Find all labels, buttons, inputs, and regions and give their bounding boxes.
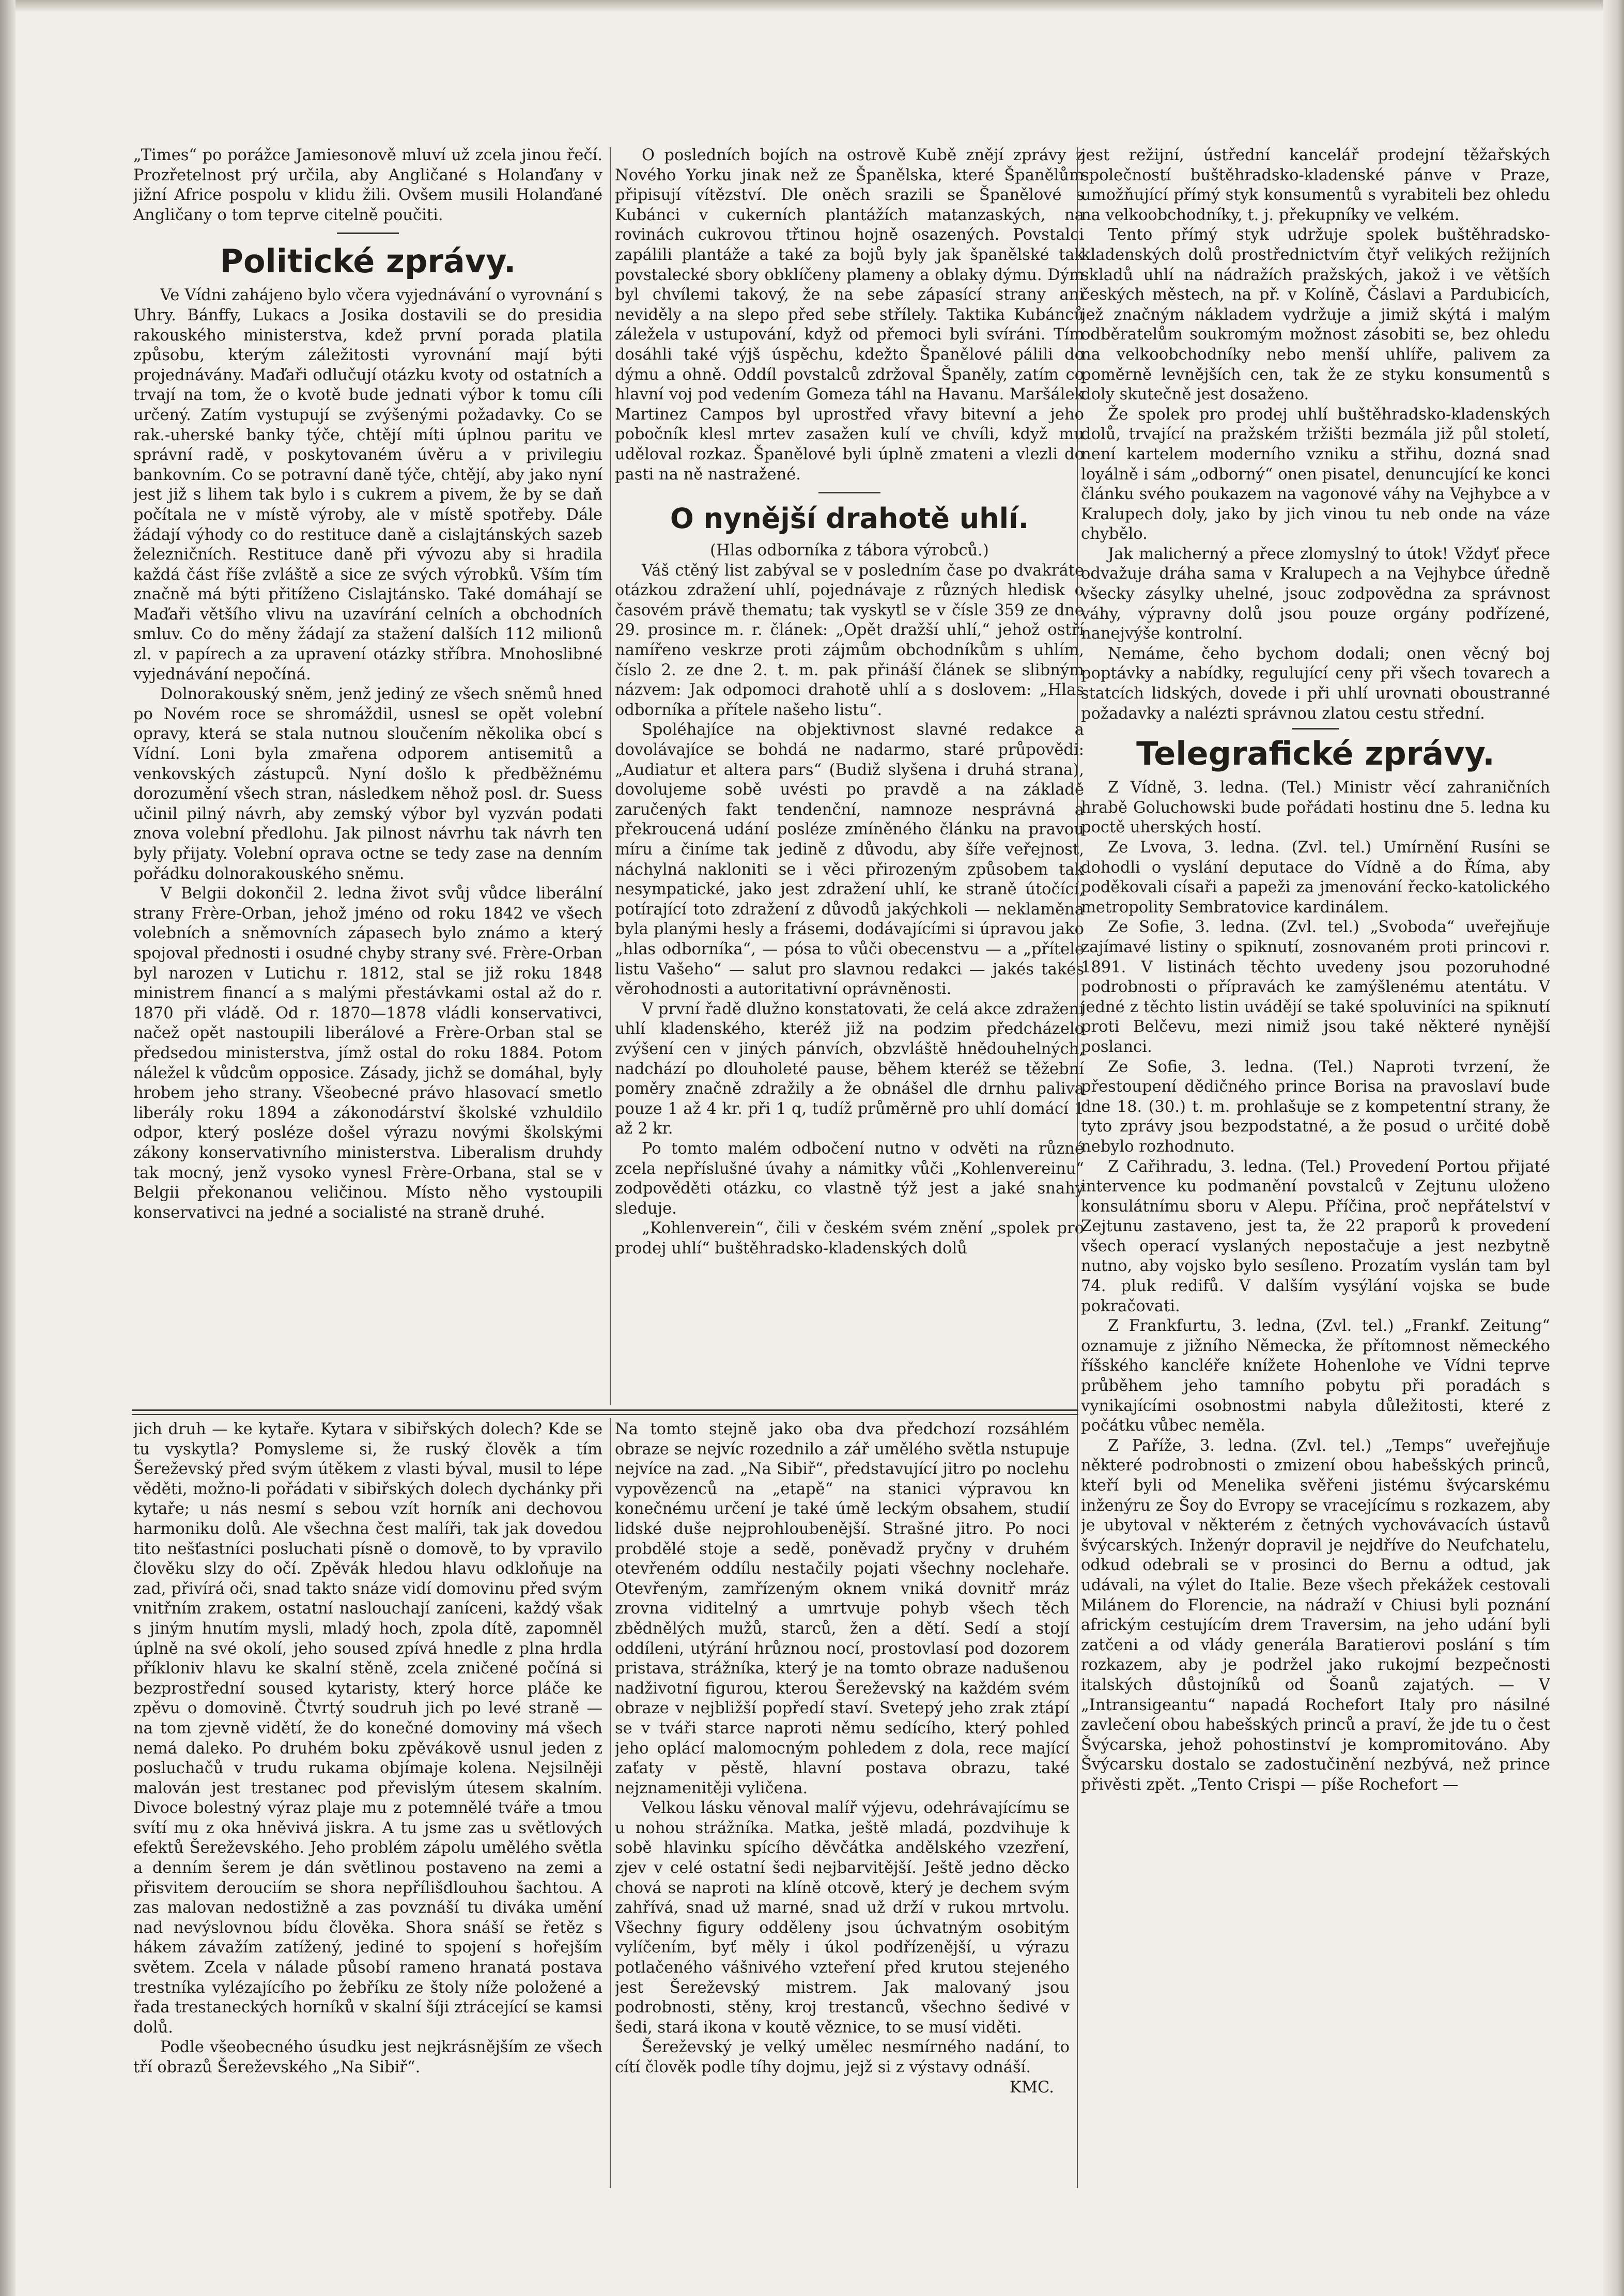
drahota-p3: V první řadě dlužno konstatovati, že celá akce zdražení uhlí kladenského, kteréž již na podzim předcházelo zvýšení cen v jiných pánvích, obzvláště hnědouhelných, nadchází po dlouholeté pause, během kteréž se těžební poměry značně zdražily a že obnášel dle drnhu paliva pouze 1 až 4 kr. při 1 q, tudíž průměrně pro uhlí domácí 1 až 2 kr. (615, 1000, 1084, 1138)
section-heading-politicke: Politické zprávy. (220, 242, 516, 281)
article-heading-drahota: O nynější drahotě uhlí. (670, 502, 1029, 535)
column-rule-2 (1077, 147, 1078, 2188)
column-right (1081, 146, 1550, 2192)
column-middle (615, 146, 1084, 1406)
author-signature: KMC. (1010, 2078, 1054, 2097)
feuilleton-rule (610, 1418, 611, 2188)
feuilleton-left-p1: jich druh — ke kytaře. Kytara v sibiřských dolech? Kde se tu vyskytla? Pomysleme si, že ruský člověk a tím Šereževský před svým útěkem z vlasti býval, musil to lépe věděti, možno-li pořádati v sibiřských dolech dychánky při kytaře; u nás nesmí s sebou vzít horník ani dechovou harmoniku dolů. Ale všechna čest malíři, tak jak dovedou tito nešťastníci posluchati písně o domově, to by vpravilo člověku slzy do očí. Zpěvák hledou hlavu odkloňuje na zad, přivírá oči, snad takto snáze vidí domovinu před svým vnitřním zrakem, ostatní naslouchají zaníceni, každý však s jiným hnutím mysli, mladý hoch, zpola dítě, zapomněl úplně na své okolí, jeho soused zpívá hnedle z plna hrdla příkloniv hlavu ke skalní stěně, zcela zničené počíná si bezprostřední soused kytaristy, který horce pláče ke zpěvu o domovině. Čtvrtý soudruh jich po levé straně — na tom zjevně vidětí, že do konečné domoviny má všech nemá daleko. Po druhém boku zpěvákově usnul jeden z posluchačů v trudu rukama objímaje kolena. Nejsilněji malován jest trestanec pod převislým útesem skalním. Divoce bolestný výraz plaje mu z potemnělé tváře a tmou svítí mu z oka hněvivá jiskra. A tu jsme zas u světlových efektů Šereževského. Jeho problém zápolu umělého světla a denním šerem je dán světlinou postaveno na zemi a přisvitem derouciím se shora nepřílišdlouhou šachtou. A zas malovan nedostižně a zas povznáší tu diváka umění nad nevýslovnou bídu člověka. Shora snáší se řetěz s hákem závažím zatížený, jediné to spojení s hořejším světem. Zcela v nálade působí rameno hranatá postava trestníka vylézajícího po žebříku ze štoly níže položené a řada trestaneckých horníků v skalní šíji ztrácející se kamsi dolů. (133, 1420, 602, 2037)
times-paragraph: „Times“ po porážce Jamiesonově mluví už zcela jinou řečí. Prozřetelnost prý určila, aby Angličané s Holanďany v jižní Africe pospolu v klidu žili. Ovšem musili Holanďané Angličany o tom teprve citelně poučiti. (133, 146, 602, 224)
column-rule-1 (610, 147, 611, 1405)
drahota-continued-1: jest režijní, ústřední kancelář prodejní těžařských společností buštěhradsko-kladenské pánve v Praze, umožňující přímý styk konsumentů s vyrabiteli bez ohledu na velkoobchodníky, t. j. překupníky ve velkém. (1081, 146, 1550, 224)
drahota-p5: „Kohlenverein“, čili v českém svém znění „spolek pro prodej uhlí“ buštěhradsko-kladenských dolů (615, 1219, 1084, 1258)
feuilleton-rule-bottom (132, 1414, 1078, 1415)
drahota-p1: Váš ctěný list zabýval se v posledním čase po dvakráte otázkou zdražení uhlí, pojednávaje z různých hledisk o časovém právě thematu; tak vyskytl se v čísle 359 ze dne 29. prosince m. r. článek: „Opět dražší uhlí,“ jehož ostří namířeno veskrze proti zájmům obchodníkům s uhlím, číslo 2. ze dne 2. t. m. pak přináší článek se slibným názvem: Jak odpomoci drahotě uhlí a s doslovem: „Hlas odborníka a přítele našeho listu“. (615, 561, 1084, 719)
page-edge-top (0, 0, 1624, 11)
feuilleton-left-p2: Podle všeobecného úsudku jest nejkrásnějším ze všech tří obrazů Šereževského „Na Sibiř“. (133, 2038, 602, 2076)
drahota-continued-5: Nemáme, čeho bychom dodali; onen věcný boj poptávky a nabídky, regulující ceny při všech tovarech a statcích lidských, dovede i při uhlí urovnati oboustranné požadavky a nalézti správnou zlatou cestu střední. (1081, 644, 1550, 723)
section-heading-telegraficke: Telegrafické zprávy. (1136, 735, 1495, 773)
telegram-sofia-1: Ze Sofie, 3. ledna. (Zvl. tel.) „Svoboda“ uveřejňuje zajímavé listiny o spiknutí, zosnovaném proti princovi r. 1891. V listinách těchto uvedeny jsou pozoruhodné podrobnosti o přípravách ke zamýšlenému atentátu. V jedné z těchto listin uvádějí se také spoluviníci na spiknutí proti Belčevu, mezi nimiž jsou také některé nynější poslanci. (1081, 918, 1550, 1056)
telegram-sofia-2: Ze Sofie, 3. ledna. (Tel.) Naproti tvrzení, že přestoupení dědičného prince Borisa na pravoslaví bude dne 18. (30.) t. m. prohlašuje se z kompetentní strany, že tyto zprávy jsou bezpodstatné, a že posud o určité době nebylo rozhodnuto. (1081, 1058, 1550, 1156)
feuilleton-right-p3: Šereževský je velký umělec nesmírného nadání, to cítí člověk podle tíhy dojmu, jejž si z výstavy odnáší. (615, 2038, 1070, 2076)
telegram-paris: Z Paříže, 3. ledna. (Zvl. tel.) „Temps“ uveřejňuje některé podrobnosti o zmizení obou habešských princů, kteří byli od Menelika svěřeni jistému švýcarskému inženýru ze Šoy do Evropy se vracejícímu s rozkazem, aby je ubytoval v některém z četných vychovávacích ústavů švýcarských. Inženýr dopravil je nejdříve do Neufchatelu, odkud odebrali se v prosinci do Bernu a odtud, jak udávali, na výlet do Italie. Beze všech překážek cestovali Milánem do Florencie, na nádraží v Chiusi byli poznání africkým cestujícím drem Traversim, na jeho udání byli zatčeni a od vlády generála Baratierovi poslání s tím rozkazem, aby je podržel jako rukojmí bezpečnosti italských důstojníků od Šoanů zajatých. — V „Intransigeantu“ napadá Rochefort Italy pro násilné zavlečení obou habešských princů a praví, že jde tu o čest Švýcarska, jehož pohostinství je kompromitováno. Aby Švýcarsku dostalo se zadostučinění nezbývá, než prince přivěsti zpět. „Tento Crispi — píše Rochefort — (1081, 1436, 1550, 1794)
page-edge-right (1603, 0, 1624, 2296)
article-dolnorakousky: Dolnorakouský sněm, jenž jediný ze všech sněmů hned po Novém roce se shromáždil, usnesl se opět volební opravy, která se stala nutnou sloučením několika obcí s Vídní. Loni byla zmařena odporem antisemitů a venkovských zástupců. Nyní došlo k předběžnému dorozumění všech stran, následkem něhož posl. dr. Suess učinil pilný návrh, aby zemský výbor byl vyzván podati znova volební předlohu. Jak pilnost návrhu tak návrh ten byly přijaty. Volební oprava octne se tedy zase na denním pořádku dolnorakouského sněmu. (133, 685, 602, 883)
drahota-continued-2: Tento přímý styk udržuje spolek buštěhradsko-kladenských dolů prostřednictvím čtyř velikých režijních skladů uhlí na nádražích pražských, jakož i ve větších českých městech, na př. v Kolíně, Čáslavi a Pardubicích, jež značným nákladem vydržuje a jimiž skýtá i malým odběratelům soukromým možnost zásobiti se, bez ohledu na velkoobchodníky nebo menší uhlíře, palivem za poměrně levnějších cen, tak že ze styku konsumentů s doly skutečně jest dosaženo. (1081, 226, 1550, 404)
feuilleton-rule-top (132, 1409, 1078, 1411)
drahota-continued-3: Že spolek pro prodej uhlí buštěhradsko-kladenských dolů, trvající na pražském tržišti bezmála již půl století, není kartelem moderního vzniku a střihu, dozná snad loyálně i sám „odborný“ onen pisatel, denuncující ke konci článku svého poukazem na vagonové váhy na Vejhybce a v Kralupech doly, jako by jich vinou tu neb onde na váze chybělo. (1081, 405, 1550, 544)
drahota-continued-4: Jak malicherný a přece zlomyslný to útok! Vždyť přece odvažuje dráha sama v Kralupech a na Vejhybce úředně všecky zásylky uhelné, jsouc zodpovědna za správnost váhy, výpravny dolů jsou pouze orgány podřízené, nanejvýše kontrolní. (1081, 545, 1550, 643)
feuilleton-right (615, 1420, 1070, 2195)
telegram-constantinople: Z Cařihradu, 3. ledna. (Tel.) Provedení Portou přijaté intervence ku podmanění povstalců v Zejtunu uloženo konsulátnímu sboru v Alepu. Příčina, proč nepřátelství v Zejtunu zastaveno, jest ta, že 22 praporů k provedení všech operací vyslaných nepostačuje a jest nezbytně nutno, aby vojsko bylo sesíleno. Prozatím vyslán tam byl 74. pluk redifů. V dalším vysýlání vojska se bude pokračovati. (1081, 1157, 1550, 1315)
drahota-p2: Spoléhajíce na objektivnost slavné redakce a dovolávajíce se bohdá ne nadarmo, staré průpovědi: „Audiatur et altera pars“ (Budiž slyšena i druhá strana), dovolujeme sobě uvésti po pravdě a na základě zaručených fakt tendenční, namnoze nesprávná a překroucená udání posléze zmíněného článku na pravou míru a činíme tak jedině z důvodu, aby šíře veřejnost, náchylná nakloniti se i věci přirozeným způsobem tak nesympatické, jako jest zdražení uhlí, ke straně útočící, potírající toto zdražení z důvodů jakýchkoli — neklaměna byla planými hesly a frásemi, dodávajícími si úpravou jako „hlas odborníka“, — pósa to vůči obecenstvu — a „přítele listu Vašeho“ — salut pro slavnou redakci — jakés takés věrohodnosti a autoritativní oprávněnosti. (615, 721, 1084, 999)
column-left (133, 146, 602, 1406)
separator (818, 492, 880, 493)
page-edge-left (0, 0, 16, 2296)
article-kuba: O posledních bojích na ostrově Kubě znějí zprávy z Nového Yorku jinak než ze Španělska, které Španělům připisují vítězství. Dle oněch srazili se Španělové s Kubánci v cukerních plantážích matanzaských, na rovinách cukrovou třtinou hojně osazených. Povstalci zapálili plantáže a také za bojů byly jak španělské tak povstalecké sbory obklíčeny plameny a oblaky dýmu. Dým byl chvílemi takový, že na sebe zápasící strany ani neviděly a na slepo před sebe střílely. Taktika Kubánců záležela v ustupování, když od přemoci byli svíráni. Tím dosáhli také výjš úspěchu, kdežto Španělové pálili do dýmu a ohně. Oddíl povstalců zdržoval Španěly, zatím co hlavní voj pod vedením Gomeza táhl na Havanu. Maršálek Martinez Campos byl uprostřed vřavy bitevní a jeho pobočník klesl mrtev zasažen kulí ve chvíli, když mu uděloval rozkaz. Španělové byli úplně zmateni a vlezli do pasti na ně nastražené. (615, 146, 1084, 484)
feuilleton-right-p2: Velkou lásku věnoval malíř výjevu, odehrávajícímu se u nohou strážníka. Matka, ještě mladá, pozdvihuje k sobě hlavinku spícího děvčátka andělského vzezření, zjev v celé ostatní šedi nejbarvitější. Ještě jedno děcko chová se naproti na klíně otcově, který je dechem svým zahřívá, snad už marné, snad už drží v rukou mrtvolu. Všechny figury odděleny jsou úchvatným osobitým vylíčením, byť měly i úkol podřízenější, u výrazu potlačeného vášnivého vzteření před krutou stejeného jest Šereževský mistrem. Jak malovaný jsou podrobnosti, stěny, kroj trestanců, všechno šedivé v šedi, stará ikona v koutě věznice, to se musí viděti. (615, 1799, 1070, 2037)
telegram-vienna: Z Vídně, 3. ledna. (Tel.) Ministr věcí zahraničních hrabě Goluchowski bude pořádati hostinu dne 5. ledna ku poctě uherských hostí. (1081, 779, 1550, 837)
article-subheading: (Hlas odborníka z tábora výrobců.) (710, 541, 989, 560)
feuilleton-left (133, 1420, 602, 2195)
drahota-p4: Po tomto malém odbočení nutno v odvěti na různé zcela nepříslušné úvahy a námitky vůči „Kohlenvereinu“ zodpověděti otázku, co vlastně týž jest a jaké snahy sleduje. (615, 1139, 1084, 1218)
article-vyrovnani: Ve Vídni zahájeno bylo včera vyjednávání o vyrovnání s Uhry. Bánffy, Lukacs a Josika dostavili se do presidia rakouského ministerstva, kdež první porada platila způsobu, kterým záležitosti vyrovnání mají býti projednávány. Maďaři odlučují otázku kvoty od ostatních a trvají na tom, že o kvotě bude jednati výbor k tomu cíli určený. Zatím vystupují se zvýšenými požadavky. Co se rak.-uherské banky týče, chtějí míti úplnou paritu ve správní radě, v poskytovaném úvěru a v privilegiu bankovním. Co se potravní daně týče, chtějí, aby jako nyní jest již s lihem tak bylo i s cukrem a pivem, že by se daň počítala ne v místě výroby, ale v místě spotřeby. Dále žádají výhody co do restituce daně a cislajtánských sazeb železničních. Restituce daně při vývozu aby si hradila každá část říše zvláště a sice ze svých výrobků. Vším tím značně má býti přitíženo Cislajtánsko. Také domáhají se Maďaři většího vlivu na uzavírání celních a obchodních smluv. Co do měny žádají za stažení dalších 112 milionů zl. v papírech a za upravení otázky stříbra. Mnohoslibné vyjednávání nepočíná. (133, 286, 602, 684)
article-belgie: V Belgii dokončil 2. ledna život svůj vůdce liberální strany Frère-Orban, jehož jméno od roku 1842 ve všech volebních a sněmovních zápasech bylo známo a který spojoval přednosti i osudné chyby strany své. Frère-Orban byl narozen v Lutichu r. 1812, stal se již roku 1848 ministrem financí a s malými přestávkami ostal až do r. 1870 při vládě. Od r. 1870—1878 vládli konservativci, načež opět nastoupili liberálové a Frère-Orban stal se předsedou ministerstva, jímž ostal do roku 1884. Potom náležel k vůdcům opposice. Zásady, jichž se domáhal, byly hrobem jeho strany. Všeobecné právo hlasovací smetlo liberály roku 1894 a zákonodárství školské vzhuldilo odpor, který posléze došel výrazu novými školskými zákony konservativního ministerstva. Liberalism druhdy tak mocný, jenž vysoko vynesl Frère-Orbana, stal se v Belgii překonanou veličinou. Místo něho vystoupili konservativci na jedné a socialisté na straně druhé. (133, 885, 602, 1222)
separator (1292, 728, 1339, 730)
telegram-frankfurt: Z Frankfurtu, 3. ledna, (Zvl. tel.) „Frankf. Zeitung“ oznamuje z jižního Německa, že přítomnost německého říšského kancléře knížete Hohenlohe ve Vídni teprve průběhem jeho tamního pobytu při poradách s vynikajícími osobnostmi nabyla důležitosti, které z počátku vůbec neměla. (1081, 1317, 1550, 1435)
separator (337, 232, 399, 234)
telegram-lviv: Ze Lvova, 3. ledna. (Zvl. tel.) Umírnění Rusíni se dohodli o vyslání deputace do Vídně a do Říma, aby poděkovali císaři a papeži za jmenování řecko-katolického metropolity Sembratovice kardinálem. (1081, 839, 1550, 917)
feuilleton-right-p1: Na tomto stejně jako oba dva předchozí rozsáhlém obraze se nejvíc rozednilo a zář umělého světla nstupuje nejvíce na zad. „Na Sibiř“, představující jitro po noclehu vypovězenců na „etapě“ na stanici výpravou kn konečnému určení je také úmě leckým obsahem, studií lidské duše nejprohloubenější. Strašné jitro. Po noci probdělé stoje a sedě, poněvadž pryčny v druhém otevřeném oddílu nestačily pojati všechny noclehaře. Otevřeným, zamřízeným oknem vniká dovnitř mráz zrovna viditelný a umrtvuje pohyb všech těch zbědnělých mužů, starců, žen a dětí. Sedí a stojí oddíleni, utýrání hrůznou nocí, prostovlasí pod dozorem pristava, strážníka, který je na tomto obraze nadušenou nadživotní figurou, kterou Šereževský na každém svém obraze v nejbližší popředí staví. Svetepý jeho zrak ztápí se v tváři starce naproti němu sedícího, který pohled jeho oplácí malomocným pohledem z dola, rece mající zaťaty v pěstě, hlavní postava obrazu, také nejznamenitěji vyličena. (615, 1420, 1070, 1797)
